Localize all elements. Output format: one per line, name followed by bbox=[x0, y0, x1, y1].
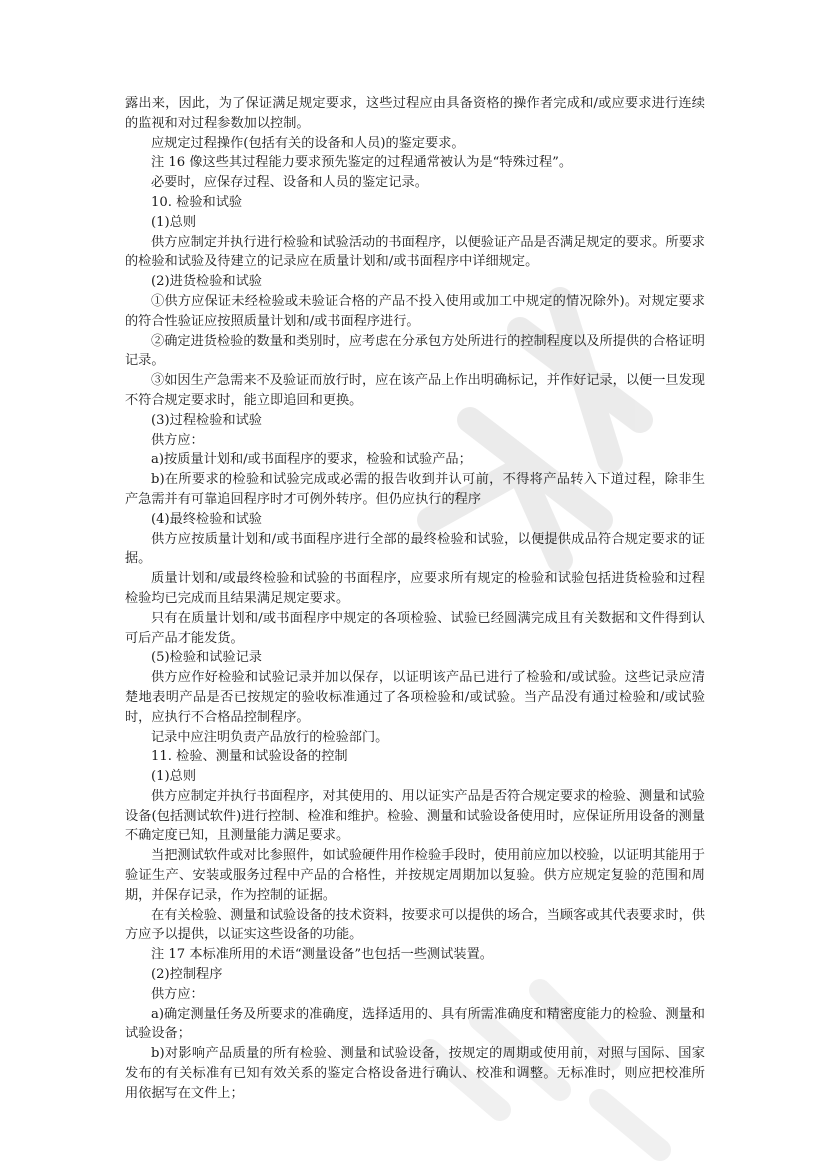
subsection-heading: (1)总则 bbox=[151, 214, 197, 230]
paragraph: 供方应： bbox=[151, 986, 204, 1002]
section-heading: 10. 检验和试验 bbox=[151, 194, 243, 210]
paragraph: 质量计划和/或最终检验和试验的书面程序，应要求所有规定的检验和试验包括进货检验和过程检验均已完成而且结果满足规定要求。 bbox=[125, 571, 705, 606]
subsection-heading: (5)检验和试验记录 bbox=[151, 650, 262, 666]
paragraph: 露出来，因此，为了保证满足规定要求，这些过程应由具备资格的操作者完成和/或应要求进行连续的监视和对过程参数加以控制。 bbox=[125, 96, 705, 131]
note-paragraph: 注 17 本标准所用的术语“测量设备”也包括一些测试装置。 bbox=[151, 947, 493, 963]
paragraph: 当把测试软件或对比参照件，如试验硬件用作检验手段时，使用前应加以校验，以证明其能用于验证生产、安装或服务过程中产品的合格性，并按规定周期加以复验。供方应规定复验的范围和周期，并保存记录，作为控制的证据。 bbox=[125, 848, 705, 903]
subsection-heading: (2)控制程序 bbox=[151, 967, 223, 983]
paragraph: 供方应按质量计划和/或书面程序进行全部的最终检验和试验，以便提供成品符合规定要求的证据。 bbox=[125, 531, 705, 567]
subsection-heading: (1)总则 bbox=[151, 769, 197, 785]
paragraph: 供方应制定并执行书面程序，对其使用的、用以证实产品是否符合规定要求的检验、测量和试验设备(包括测试软件)进行控制、检准和维护。检验、测量和试验设备使用时，应保证所用设备的测量不确定度已知，且测量能力满足要求。 bbox=[125, 788, 705, 844]
paragraph: 记录中应注明负责产品放行的检验部门。 bbox=[151, 729, 389, 745]
paragraph: 只有在质量计划和/或书面程序中规定的各项检验、试验已经圆满完成且有关数据和文件得到认可后产品才能发货。 bbox=[125, 610, 705, 646]
paragraph: 供方应： bbox=[151, 432, 204, 448]
list-item: b)对影响产品质量的所有检验、测量和试验设备，按规定的周期或使用前，对照与国际、国家发布的有关标准有已知有效关系的鉴定合格设备进行确认、校准和调整。无标准时，则应把校准所用依据写在文件上； bbox=[125, 1046, 705, 1101]
paragraph: 供方应制定并执行进行检验和试验活动的书面程序，以便验证产品是否满足规定的要求。所要求的检验和试验及待建立的记录应在质量计划和/或书面程序中详细规定。 bbox=[125, 234, 705, 270]
paragraph: ③如因生产急需来不及验证而放行时，应在该产品上作出明确标记，并作好记录，以便一旦发现不符合规定要求时，能立即追回和更换。 bbox=[125, 373, 705, 408]
list-item: b)在所要求的检验和试验完成或必需的报告收到并认可前，不得将产品转入下道过程，除非生产急需并有可靠追回程序时才可例外转序。但仍应执行的程序 bbox=[125, 472, 705, 507]
subsection-heading: (2)进货检验和试验 bbox=[151, 274, 262, 290]
list-item: a)按质量计划和/或书面程序的要求，检验和试验产品； bbox=[151, 452, 472, 468]
list-item: a)确定测量任务及所要求的准确度，选择适用的、具有所需准确度和精密度能力的检验、测量和试验设备； bbox=[125, 1006, 705, 1042]
paragraph: 在有关检验、测量和试验设备的技术资料，按要求可以提供的场合，当顾客或其代表要求时，供方应予以提供，以证实这些设备的功能。 bbox=[125, 907, 705, 943]
note-paragraph: 注 16 像这些其过程能力要求预先鉴定的过程通常被认为是“特殊过程”。 bbox=[151, 155, 573, 171]
paragraph: 供方应作好检验和试验记录并加以保存，以证明该产品已进行了检验和/或试验。这些记录应清楚地表明产品是否已按规定的验收标准通过了各项检验和/或试验。当产品没有通过检验和/或试验时，应执行不合格品控制程序。 bbox=[125, 670, 705, 725]
subsection-heading: (3)过程检验和试验 bbox=[151, 412, 262, 428]
paragraph: 应规定过程操作(包括有关的设备和人员)的鉴定要求。 bbox=[151, 135, 465, 151]
section-heading: 11. 检验、测量和试验设备的控制 bbox=[151, 749, 348, 765]
paragraph: ①供方应保证未经检验或未验证合格的产品不投入使用或加工中规定的情况除外)。对规定要求的符合性验证应按照质量计划和/或书面程序进行。 bbox=[125, 293, 705, 329]
subsection-heading: (4)最终检验和试验 bbox=[151, 511, 262, 527]
paragraph: ②确定进货检验的数量和类别时，应考虑在分承包方处所进行的控制程度以及所提供的合格证明记录。 bbox=[125, 333, 705, 369]
document-body bbox=[125, 94, 705, 1104]
paragraph: 必要时，应保存过程、设备和人员的鉴定记录。 bbox=[151, 175, 428, 191]
